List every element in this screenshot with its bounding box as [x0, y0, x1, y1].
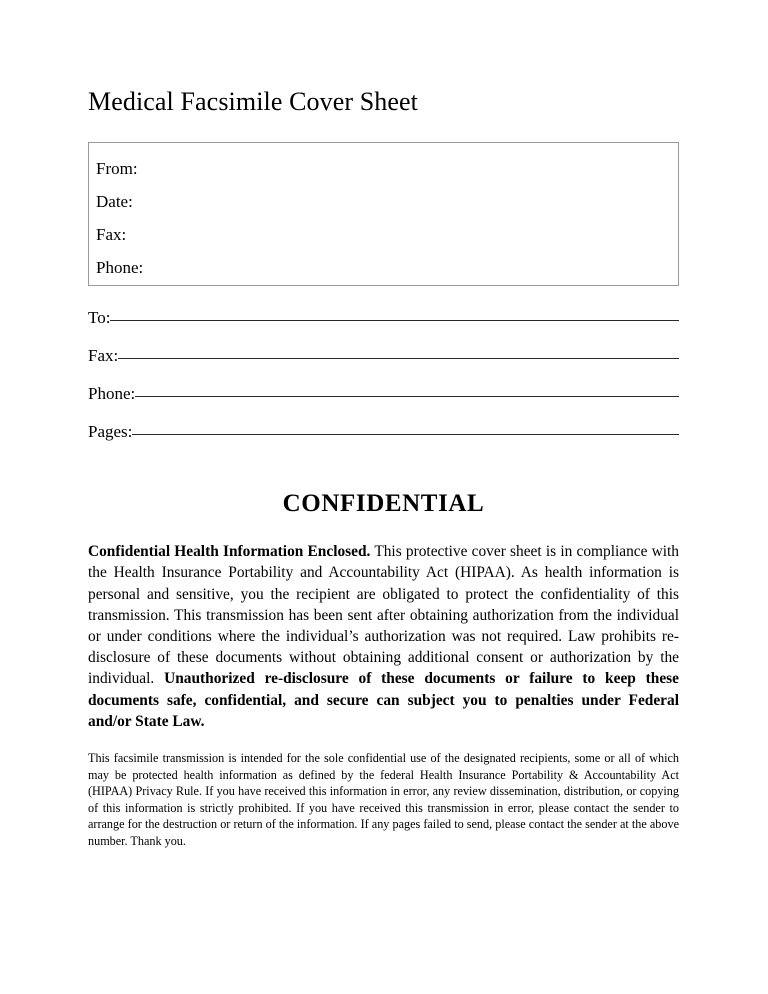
field-row-fax	[88, 346, 679, 384]
hipaa-notice-paragraph	[88, 541, 679, 732]
sender-date-label: Date:	[96, 192, 133, 212]
fineprint-paragraph: This facsimile transmission is intended for the sole confidential use of the designated recipients, some or all of which may be protected health information as defined by the federal Health Insurance Portability & Accountability Act (HIPAA) Privacy Rule. If you have received this information in error, any review dissemination, distribution, or copying of this information is strictly prohibited. If you have received this transmission in error, please contact the sender to arrange for the destruction or return of the information. If any pages failed to send, please contact the sender at the above number. Thank you.	[88, 751, 679, 848]
sender-from-label: From:	[96, 159, 138, 179]
sender-phone-label: Phone:	[96, 258, 144, 278]
page-title: Medical Facsimile Cover Sheet	[88, 87, 418, 116]
recipient-fields	[88, 308, 680, 460]
field-input-to[interactable]	[110, 319, 679, 321]
hipaa-notice-trailing-bold: Unauthorized re-disclosure of these documents or failure to keep these documents safe, confidential, and secure can subject you to penalties under Federal and/or State Law.	[88, 670, 680, 730]
field-input-phone[interactable]	[135, 395, 679, 397]
hipaa-notice-body: This protective cover sheet is in compliance with the Health Insurance Portability and Accountability Act (HIPAA). As health information is personal and sensitive, you the recipient are obligated to protect the confidentiality of this transmission. This transmission has been sent after obtaining authorization from the individual or under conditions where the individual’s authorization was not required. Law prohibits re-disclosure of these documents without obtaining additional consent or authorization by the individual.	[88, 543, 680, 688]
field-label-fax: Fax:	[88, 346, 119, 366]
field-row-pages	[88, 422, 679, 460]
confidential-heading: CONFIDENTIAL	[282, 490, 485, 518]
field-label-to: To:	[88, 308, 111, 328]
field-input-fax[interactable]	[118, 357, 679, 359]
field-row-phone	[88, 384, 679, 422]
hipaa-notice-lead-bold: Confidential Health Information Enclosed.	[88, 543, 371, 561]
field-label-pages: Pages:	[88, 422, 133, 442]
field-row-to	[88, 308, 679, 346]
field-input-pages[interactable]	[132, 433, 679, 435]
field-label-phone: Phone:	[88, 384, 136, 404]
page-content	[88, 0, 680, 849]
sender-fax-label: Fax:	[96, 225, 127, 245]
sender-info-box	[88, 142, 679, 286]
